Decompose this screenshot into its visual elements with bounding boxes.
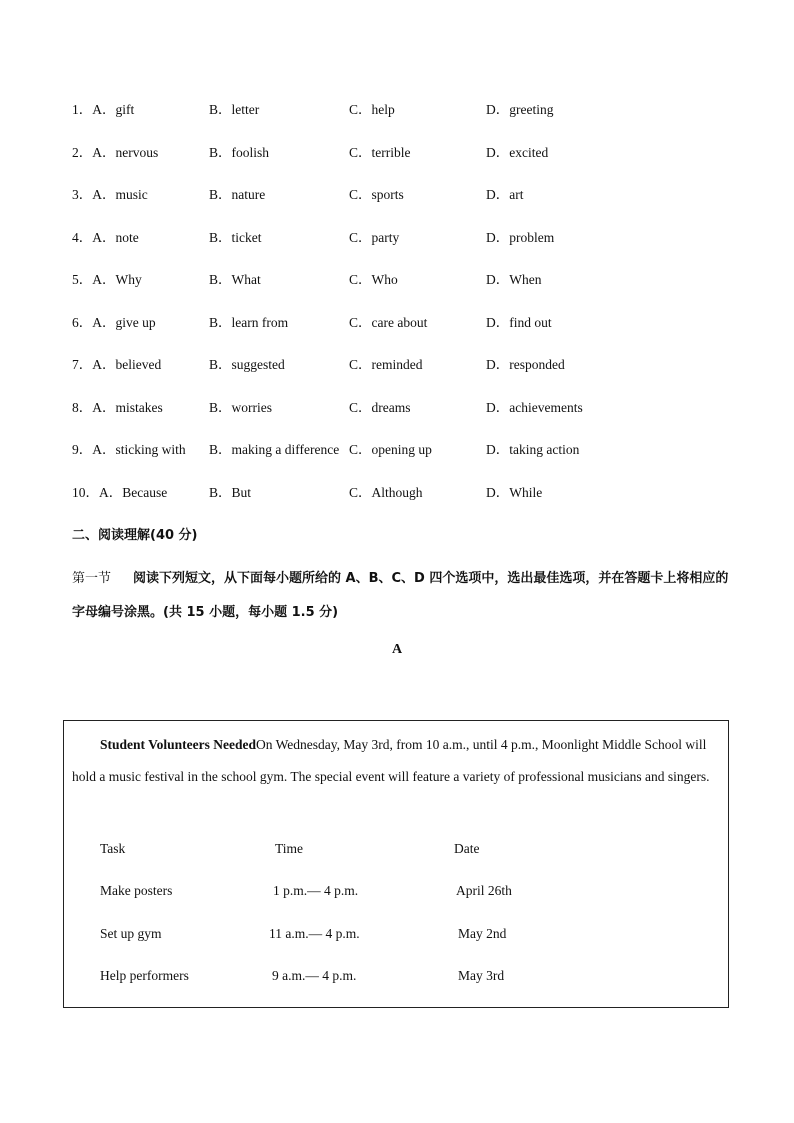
option-a: 4．A．note: [72, 230, 139, 245]
section-sub-label: 第一节: [72, 571, 112, 586]
option-c: C．terrible: [349, 145, 411, 160]
option-c: C．care about: [349, 315, 428, 330]
option-c: C．Although: [349, 485, 423, 500]
notice-body: On Wednesday, May 3rd, from 10 a.m., until 4 p.m., Moonlight Middle School will hold a music festival in the school gym. The special event will feature a variety of professional musicians and singers.: [72, 737, 710, 784]
option-b: B．foolish: [209, 145, 270, 160]
passage-letter: A: [391, 642, 403, 657]
option-d: D．art: [486, 187, 524, 202]
row-date: May 2nd: [458, 926, 507, 941]
option-d: D．excited: [486, 145, 549, 160]
section-instruction: [72, 562, 732, 630]
option-a: 7．A．believed: [72, 357, 162, 372]
row-date: April 26th: [456, 883, 512, 898]
row-task: Make posters: [100, 883, 173, 898]
row-time: 9 a.m.— 4 p.m.: [272, 968, 357, 983]
section-title: 二、阅读理解(40 分): [72, 528, 198, 543]
option-b: B．ticket: [209, 230, 262, 245]
option-d: D．problem: [486, 230, 555, 245]
option-d: D．greeting: [486, 102, 554, 117]
option-a: 8．A．mistakes: [72, 400, 163, 415]
option-c: C．dreams: [349, 400, 411, 415]
option-d: D．achievements: [486, 400, 583, 415]
option-d: D．find out: [486, 315, 552, 330]
option-a: 5．A．Why: [72, 272, 142, 287]
option-a: 9．A．sticking with: [72, 442, 186, 457]
option-d: D．responded: [486, 357, 565, 372]
header-time: Time: [275, 841, 304, 856]
row-date: May 3rd: [458, 968, 505, 983]
option-c: C．opening up: [349, 442, 432, 457]
row-task: Help performers: [100, 968, 189, 983]
option-b: B．letter: [209, 102, 260, 117]
notice-title: Student Volunteers Needed: [100, 737, 257, 752]
option-c: C．party: [349, 230, 400, 245]
option-b: B．What: [209, 272, 261, 287]
option-c: C．help: [349, 102, 395, 117]
instruction-text: 阅读下列短文，从下面每小题所给的 A、B、C、D 四个选项中，选出最佳选项，并在答题卡上将相应的字母编号涂黑。(共 15 小题，每小题 1.5 分): [72, 571, 729, 620]
option-c: C．sports: [349, 187, 404, 202]
notice-intro: [72, 729, 722, 792]
option-a: 6．A．give up: [72, 315, 156, 330]
option-b: B．making a difference: [209, 442, 340, 457]
option-d: D．When: [486, 272, 542, 287]
row-task: Set up gym: [100, 926, 162, 941]
notice-box: [63, 720, 729, 1008]
option-b: B．suggested: [209, 357, 285, 372]
row-time: 11 a.m.— 4 p.m.: [269, 926, 360, 941]
option-c: C．Who: [349, 272, 398, 287]
option-b: B．nature: [209, 187, 266, 202]
header-date: Date: [454, 841, 480, 856]
option-a: 3．A．music: [72, 187, 148, 202]
header-task: Task: [100, 841, 126, 856]
option-b: B．worries: [209, 400, 272, 415]
option-d: D．taking action: [486, 442, 580, 457]
option-a: 2．A．nervous: [72, 145, 159, 160]
row-time: 1 p.m.— 4 p.m.: [273, 883, 359, 898]
option-b: B．But: [209, 485, 252, 500]
option-c: C．reminded: [349, 357, 423, 372]
option-a: 1．A．gift: [72, 102, 135, 117]
option-b: B．learn from: [209, 315, 289, 330]
option-a: 10．A．Because: [72, 485, 168, 500]
option-d: D．While: [486, 485, 543, 500]
